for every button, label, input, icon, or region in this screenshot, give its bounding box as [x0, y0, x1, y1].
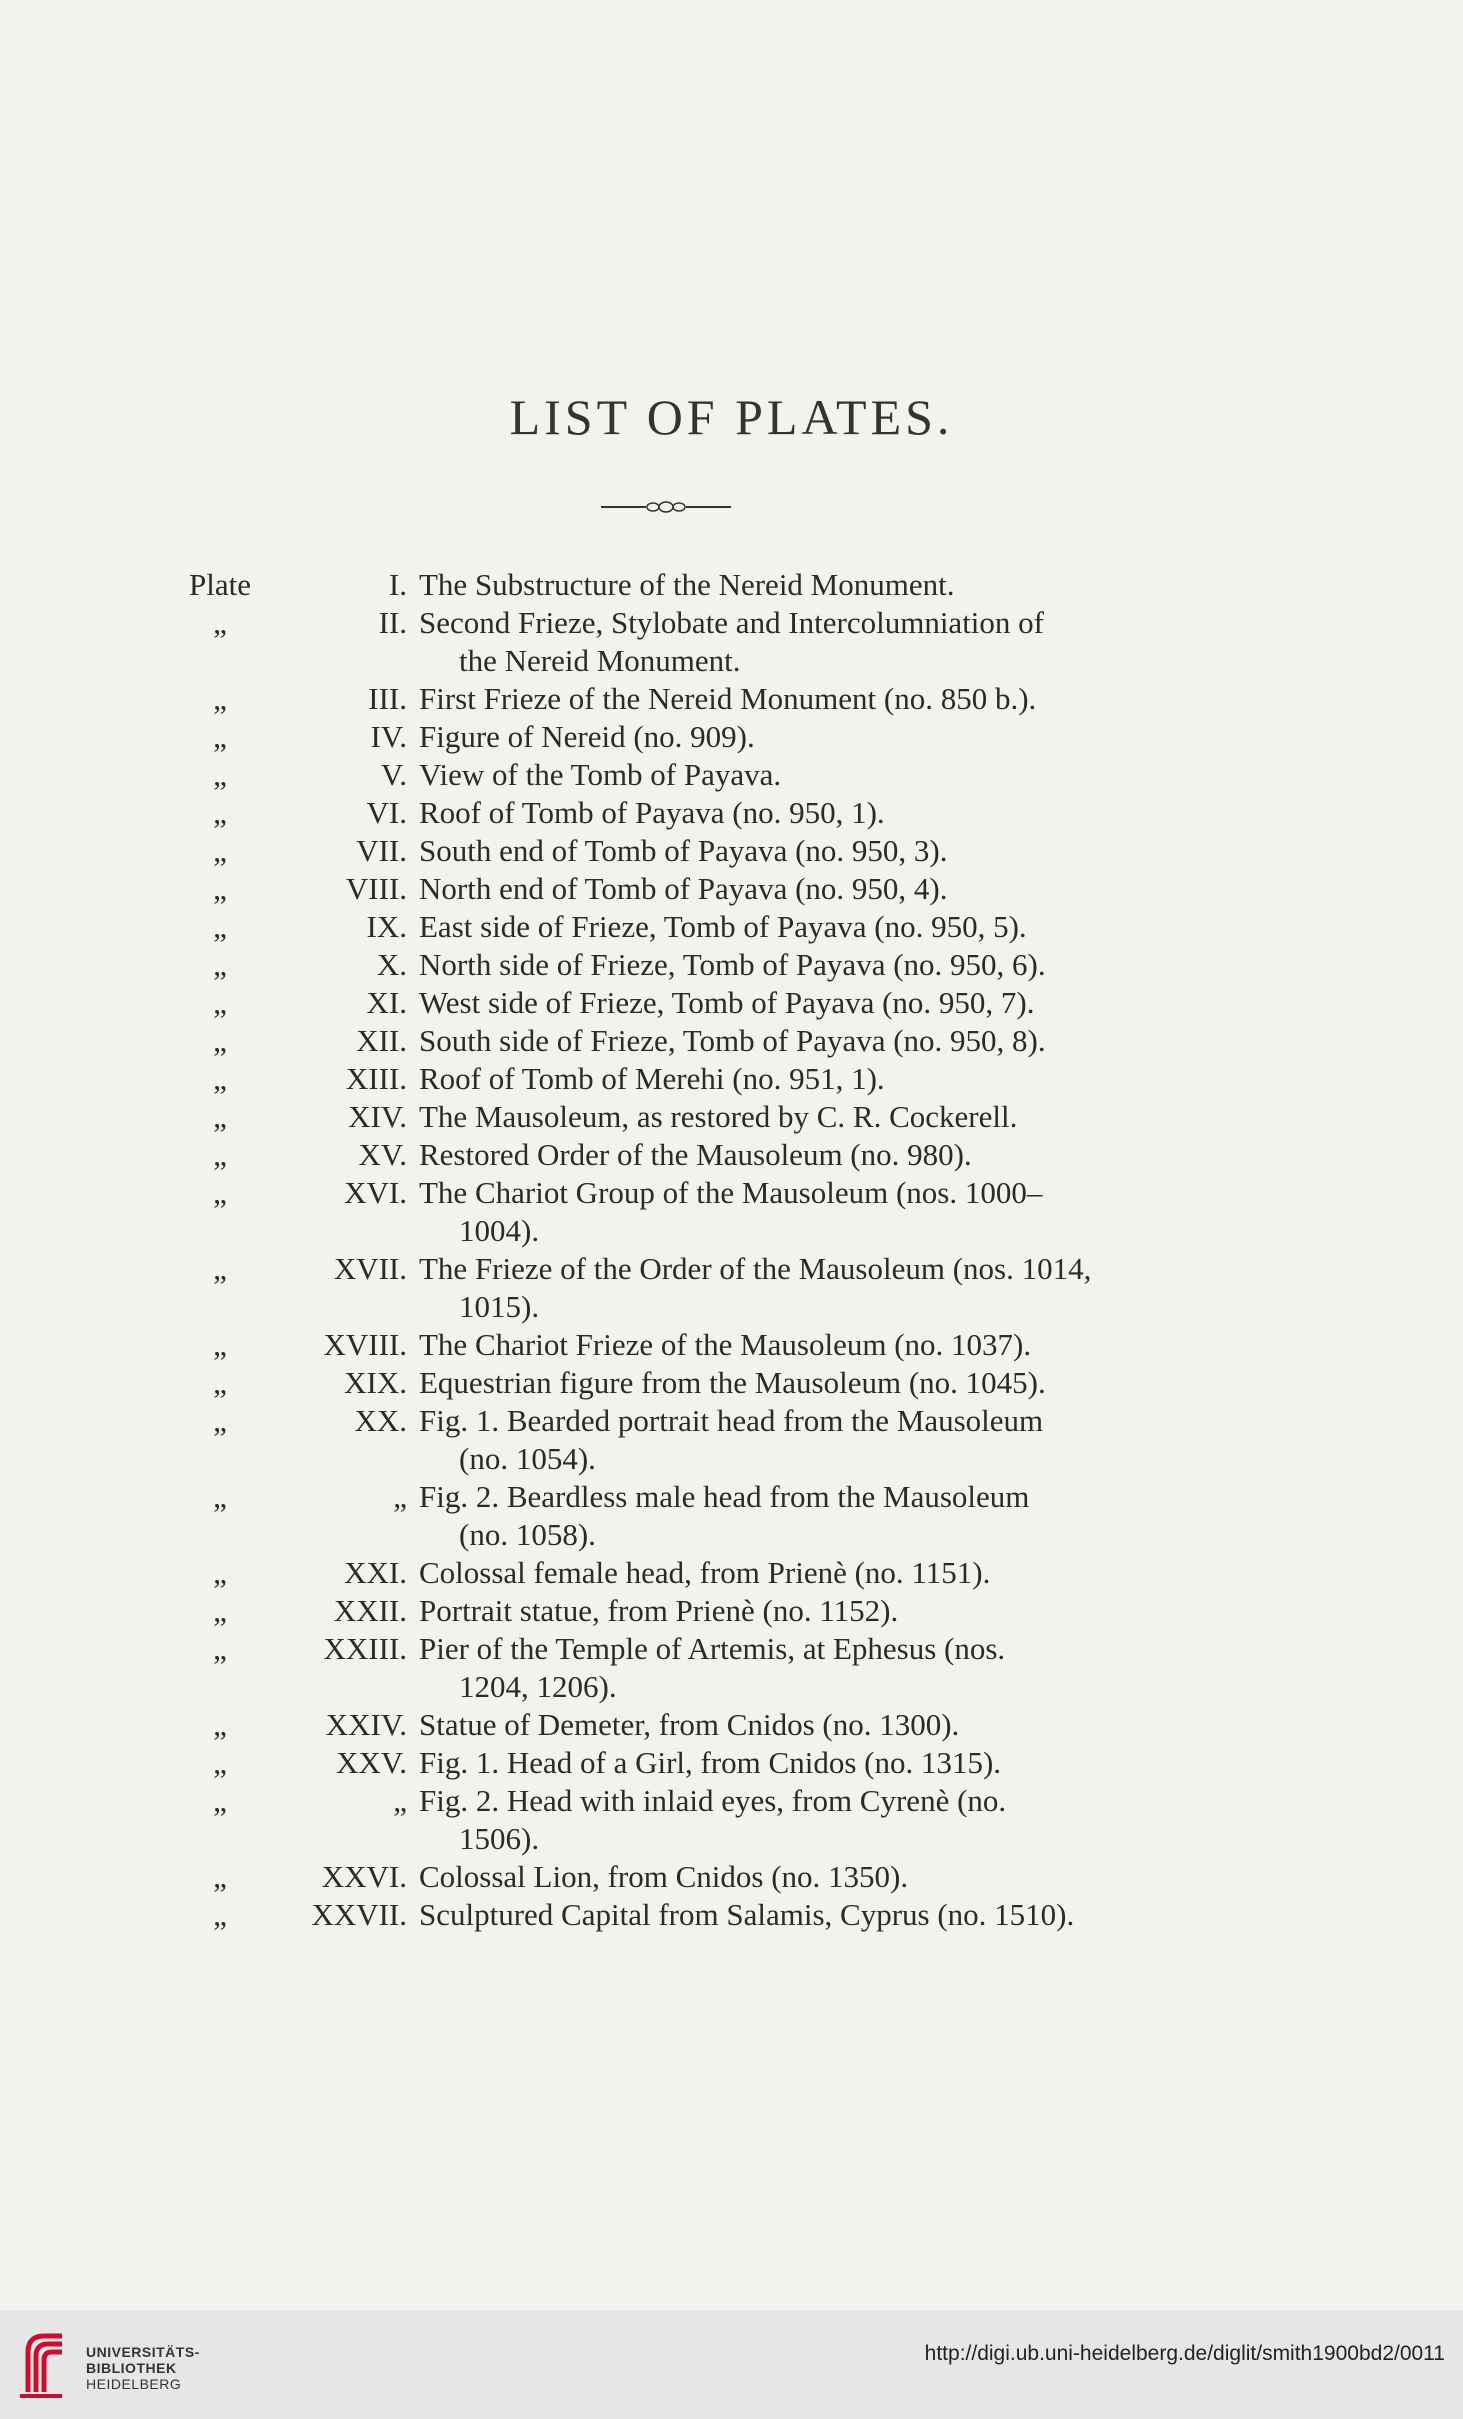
plate-row [0, 1022, 1463, 1060]
plate-row [0, 908, 1463, 946]
plate-number: XVII. [333, 1251, 407, 1286]
plate-description-line: The Mausoleum, as restored by C. R. Cockerell. [419, 1099, 1018, 1134]
plate-description-line: West side of Frieze, Tomb of Payava (no. 950, 7). [419, 985, 1035, 1020]
plate-description [419, 1630, 1164, 1706]
plate-prefix: „ [213, 1631, 227, 1666]
plate-description-line: The Chariot Group of the Mausoleum (nos. 1000– [419, 1175, 1043, 1210]
plate-row [0, 1896, 1463, 1934]
plate-prefix: „ [213, 1479, 227, 1514]
plate-description-line: The Frieze of the Order of the Mausoleum (nos. 1014, [419, 1251, 1092, 1286]
plate-number: XIV. [348, 1099, 407, 1134]
plate-number: XVI. [344, 1175, 407, 1210]
plate-number: XXIII. [323, 1631, 407, 1666]
plate-description [419, 908, 1164, 946]
plate-prefix: „ [213, 833, 227, 868]
plate-prefix: „ [213, 1175, 227, 1210]
plate-description-line: Restored Order of the Mausoleum (no. 980). [419, 1137, 972, 1172]
plate-number: IX. [366, 909, 407, 944]
plate-prefix: „ [213, 681, 227, 716]
plate-number: X. [376, 947, 407, 982]
plate-number: V. [380, 757, 407, 792]
plate-number: XXVI. [321, 1859, 407, 1894]
plate-description-continuation: 1506). [459, 1821, 540, 1856]
plate-prefix: „ [213, 1745, 227, 1780]
plate-row [0, 1098, 1463, 1136]
plate-row [0, 794, 1463, 832]
plate-number: XII. [356, 1023, 407, 1058]
library-name-line2: BIBLIOTHEK [86, 2360, 177, 2376]
plate-row [0, 1478, 1463, 1554]
plate-prefix: „ [213, 1327, 227, 1362]
plate-row [0, 1136, 1463, 1174]
plate-description-line: Sculptured Capital from Salamis, Cyprus (no. 1510). [419, 1897, 1075, 1932]
ornament-divider-icon [601, 500, 731, 514]
plate-description-line: South side of Frieze, Tomb of Payava (no. 950, 8). [419, 1023, 1046, 1058]
plate-row [0, 1744, 1463, 1782]
plate-row [0, 1630, 1463, 1706]
plate-description-line: Colossal Lion, from Cnidos (no. 1350). [419, 1859, 909, 1894]
library-name-line3: HEIDELBERG [86, 2376, 182, 2392]
plate-number: IV. [370, 719, 407, 754]
plate-row [0, 1706, 1463, 1744]
plate-description [419, 1554, 1164, 1592]
plate-number: XIII. [345, 1061, 407, 1096]
plate-description [419, 1744, 1164, 1782]
plate-description [419, 1364, 1164, 1402]
plate-row [0, 832, 1463, 870]
plate-row [0, 1060, 1463, 1098]
plate-prefix: „ [213, 1897, 227, 1932]
plate-description-line: Fig. 1. Head of a Girl, from Cnidos (no. 1315). [419, 1745, 1002, 1780]
plate-description [419, 1478, 1164, 1554]
plate-row [0, 680, 1463, 718]
plate-prefix: „ [213, 757, 227, 792]
plate-description [419, 984, 1164, 1022]
plate-row [0, 1326, 1463, 1364]
library-name [86, 2344, 200, 2392]
plate-row [0, 946, 1463, 984]
plate-prefix: „ [213, 1061, 227, 1096]
plate-description-line: Equestrian figure from the Mausoleum (no. 1045). [419, 1365, 1046, 1400]
plate-prefix: Plate [189, 567, 251, 602]
plate-description-line: Roof of Tomb of Payava (no. 950, 1). [419, 795, 885, 830]
plate-number: XV. [358, 1137, 407, 1172]
plate-description [419, 1060, 1164, 1098]
plate-description-line: The Substructure of the Nereid Monument. [419, 567, 955, 602]
plate-row [0, 1250, 1463, 1326]
plate-description [419, 1592, 1164, 1630]
plate-number: II. [378, 605, 407, 640]
plate-row [0, 1174, 1463, 1250]
plate-description [419, 718, 1164, 756]
plate-description [419, 566, 1164, 604]
plate-prefix: „ [213, 947, 227, 982]
plate-prefix: „ [213, 1365, 227, 1400]
plate-description-line: Fig. 2. Head with inlaid eyes, from Cyrenè (no. [419, 1783, 1007, 1818]
plate-row [0, 1402, 1463, 1478]
plate-number: XX. [354, 1403, 407, 1438]
plate-prefix: „ [213, 605, 227, 640]
plate-description-line: Statue of Demeter, from Cnidos (no. 1300). [419, 1707, 960, 1742]
plate-description-line: Figure of Nereid (no. 909). [419, 719, 755, 754]
plate-row [0, 566, 1463, 604]
plate-prefix: „ [213, 1859, 227, 1894]
plate-prefix: „ [213, 1783, 227, 1818]
plate-prefix: „ [213, 1593, 227, 1628]
plate-row [0, 1554, 1463, 1592]
plate-description-line: Fig. 1. Bearded portrait head from the Mausoleum [419, 1403, 1044, 1438]
plate-description [419, 1022, 1164, 1060]
plate-description-line: Pier of the Temple of Artemis, at Ephesus (nos. [419, 1631, 1006, 1666]
plate-number: XXIV. [325, 1707, 407, 1742]
plate-description [419, 1896, 1164, 1934]
plate-number: I. [388, 567, 407, 602]
plate-description-line: South end of Tomb of Payava (no. 950, 3). [419, 833, 948, 868]
plate-description-line: Colossal female head, from Prienè (no. 1151). [419, 1555, 991, 1590]
plate-row [0, 604, 1463, 680]
plate-prefix: „ [213, 871, 227, 906]
plate-prefix: „ [213, 1023, 227, 1058]
plate-description-line: Roof of Tomb of Merehi (no. 951, 1). [419, 1061, 885, 1096]
plate-description [419, 1174, 1164, 1250]
plate-number: XXII. [333, 1593, 407, 1628]
plate-description [419, 794, 1164, 832]
plate-number: XVIII. [323, 1327, 407, 1362]
plate-number: „ [393, 1783, 407, 1818]
plate-description [419, 1858, 1164, 1896]
plate-number: VIII. [345, 871, 407, 906]
plate-prefix: „ [213, 1099, 227, 1134]
plate-row [0, 718, 1463, 756]
plate-description-line: North end of Tomb of Payava (no. 950, 4). [419, 871, 948, 906]
plate-description-continuation: (no. 1058). [459, 1517, 596, 1552]
plate-description [419, 1326, 1164, 1364]
plate-number: VI. [366, 795, 407, 830]
plate-row [0, 1592, 1463, 1630]
plate-description [419, 680, 1164, 718]
plate-prefix: „ [213, 1555, 227, 1590]
plate-description-continuation: (no. 1054). [459, 1441, 596, 1476]
plate-prefix: „ [213, 1137, 227, 1172]
plate-description [419, 756, 1164, 794]
plate-description [419, 870, 1164, 908]
plate-list [0, 566, 1463, 1934]
plate-description-line: Second Frieze, Stylobate and Intercolumniation of [419, 605, 1044, 640]
plate-prefix: „ [213, 1251, 227, 1286]
plate-row [0, 1364, 1463, 1402]
plate-description-line: Fig. 2. Beardless male head from the Mausoleum [419, 1479, 1030, 1514]
ub-heidelberg-logo-icon [14, 2322, 76, 2404]
plate-description-line: The Chariot Frieze of the Mausoleum (no. 1037). [419, 1327, 1032, 1362]
plate-description-line: View of the Tomb of Payava. [419, 757, 782, 792]
plate-row [0, 984, 1463, 1022]
plate-prefix: „ [213, 1707, 227, 1742]
plate-prefix: „ [213, 719, 227, 754]
plate-description [419, 1706, 1164, 1744]
plate-prefix: „ [213, 795, 227, 830]
plate-description [419, 1250, 1164, 1326]
page-title: LIST OF PLATES. [509, 389, 954, 445]
plate-prefix: „ [213, 1403, 227, 1438]
library-name-line1: UNIVERSITÄTS- [86, 2344, 200, 2360]
plate-row [0, 870, 1463, 908]
plate-row [0, 1858, 1463, 1896]
plate-description-continuation: the Nereid Monument. [459, 643, 741, 678]
plate-number: XIX. [344, 1365, 407, 1400]
plate-prefix: „ [213, 985, 227, 1020]
plate-number: III. [368, 681, 407, 716]
plate-description [419, 1782, 1164, 1858]
plate-description-line: North side of Frieze, Tomb of Payava (no. 950, 6). [419, 947, 1046, 982]
plate-number: „ [393, 1479, 407, 1514]
plate-description [419, 1136, 1164, 1174]
plate-description-line: First Frieze of the Nereid Monument (no. 850 b.). [419, 681, 1037, 716]
plate-description [419, 832, 1164, 870]
plate-number: XI. [366, 985, 407, 1020]
plate-description-continuation: 1004). [459, 1213, 540, 1248]
plate-row [0, 1782, 1463, 1858]
plate-description [419, 946, 1164, 984]
plate-description [419, 1098, 1164, 1136]
plate-description [419, 604, 1164, 680]
plate-number: XXI. [344, 1555, 407, 1590]
plate-number: XXVII. [311, 1897, 407, 1932]
plate-number: XXV. [336, 1745, 407, 1780]
footer-bar [0, 2310, 1463, 2419]
plate-description-line: Portrait statue, from Prienè (no. 1152). [419, 1593, 899, 1628]
source-url-link[interactable]: http://digi.ub.uni-heidelberg.de/diglit/smith1900bd2/0011 [924, 2342, 1445, 2365]
plate-row [0, 756, 1463, 794]
plate-description-line: East side of Frieze, Tomb of Payava (no. 950, 5). [419, 909, 1027, 944]
plate-prefix: „ [213, 909, 227, 944]
plate-description-continuation: 1204, 1206). [459, 1669, 617, 1704]
plate-description [419, 1402, 1164, 1478]
plate-number: VII. [356, 833, 407, 868]
plate-description-continuation: 1015). [459, 1289, 540, 1324]
